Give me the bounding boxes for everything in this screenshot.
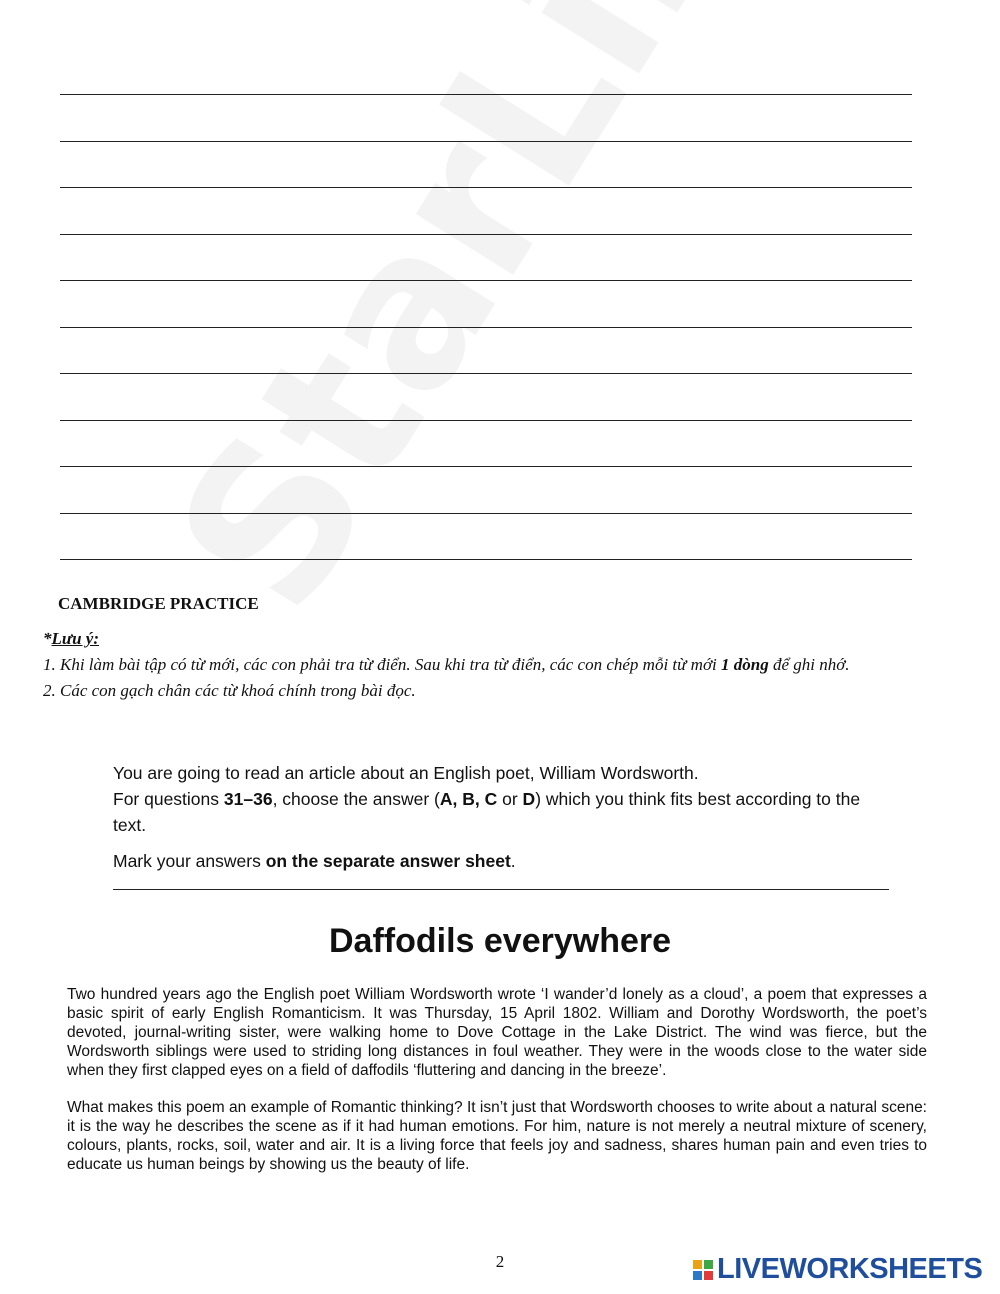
logo-grid-icon bbox=[693, 1260, 713, 1280]
instructions-intro: You are going to read an article about an English poet, William Wordsworth. bbox=[113, 763, 699, 783]
logo-text: LIVEWORKSHEETS bbox=[717, 1253, 983, 1285]
answer-line bbox=[60, 558, 912, 560]
article-paragraph-1: Two hundred years ago the English poet William Wordsworth wrote ‘I wander’d lonely as a cloud’, a poem that expresses a basic spirit of early English Romanticism. It was Thursday, 15 April 1802. William and Dorothy Wordsworth, the poet’s devoted, journal-writing sister, were walking home to Dove Cottage in the Lake District. The wind was fierce, but the Wordsworth siblings were used to striding long distances in foul weather. They were in the woods close to the water side when they first clapped eyes on a field of daffodils ‘fluttering and dancing in the breeze’. bbox=[67, 986, 927, 1079]
answer-line bbox=[60, 326, 912, 328]
note-block bbox=[43, 626, 923, 704]
instructions-mark: Mark your answers on the separate answer sheet. bbox=[113, 851, 516, 871]
instructions-questions: For questions 31–36, choose the answer (A, B, C or D) which you think fits best according to the text. bbox=[113, 789, 861, 835]
answer-line bbox=[60, 279, 912, 281]
answer-line bbox=[60, 186, 912, 188]
answer-line bbox=[60, 140, 912, 142]
section-heading: CAMBRIDGE PRACTICE bbox=[58, 594, 259, 613]
note-title: *Lưu ý: bbox=[43, 629, 99, 648]
answer-line bbox=[60, 93, 912, 95]
logo-square-2 bbox=[704, 1260, 713, 1269]
instructions-divider bbox=[113, 889, 889, 890]
note-item-2: 2. Các con gạch chân các từ khoá chính trong bài đọc. bbox=[43, 681, 416, 700]
logo-square-3 bbox=[693, 1271, 702, 1280]
page-number: 2 bbox=[495, 1252, 505, 1271]
liveworksheets-logo bbox=[693, 1253, 982, 1286]
logo-square-1 bbox=[693, 1260, 702, 1269]
answer-line bbox=[60, 512, 912, 514]
answer-line bbox=[60, 419, 912, 421]
article-paragraph-2: What makes this poem an example of Romantic thinking? It isn’t just that Wordsworth chooses to write about a natural scene: it is the way he describes the scene as if it had human emotions. For him, nature is not merely a neutral mixture of scenery, colours, plants, rocks, soil, water and air. It is a living force that feels joy and sadness, shares human pain and even tries to educate us human beings by showing us the beauty of life. bbox=[67, 1099, 927, 1173]
answer-line bbox=[60, 465, 912, 467]
note-item-1: 1. Khi làm bài tập có từ mới, các con phải tra từ điển. Sau khi tra từ điển, các con chép mỗi từ mới 1 dòng để ghi nhớ. bbox=[43, 655, 850, 674]
answer-line bbox=[60, 372, 912, 374]
logo-square-4 bbox=[704, 1271, 713, 1280]
article-title: Daffodils everywhere bbox=[328, 922, 672, 960]
instructions-block bbox=[113, 760, 893, 874]
article-body bbox=[67, 985, 927, 1192]
answer-line bbox=[60, 233, 912, 235]
answer-lines bbox=[60, 93, 912, 605]
